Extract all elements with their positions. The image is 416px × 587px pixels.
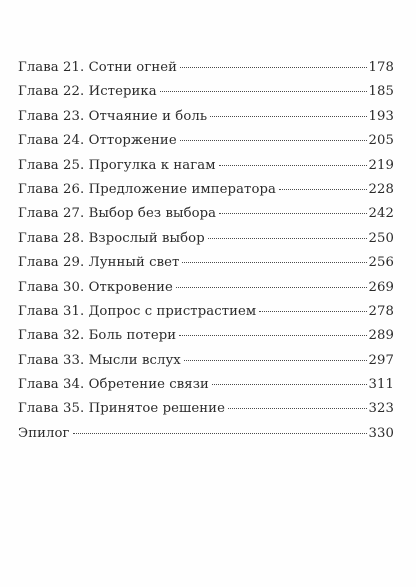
toc-entry-title: Эпилог: [18, 425, 70, 441]
toc-dot-leader: [279, 189, 367, 190]
toc-entry-page: 242: [368, 206, 394, 222]
toc-dot-leader: [228, 408, 367, 409]
toc-dot-leader: [160, 91, 367, 92]
toc-entry: [18, 255, 394, 279]
toc-entry-title: Глава 26. Предложение императора: [18, 181, 276, 197]
toc-entry-title: Глава 27. Выбор без выбора: [18, 206, 217, 222]
toc-entry: [18, 158, 394, 182]
toc-dot-leader: [212, 384, 367, 385]
toc-entry: [18, 280, 394, 304]
toc-dot-leader: [180, 67, 366, 68]
toc-dot-leader: [210, 116, 366, 117]
toc-entry-page: 256: [368, 255, 394, 271]
toc-dot-leader: [219, 213, 366, 214]
toc-entry-title: Глава 24. Отторжение: [18, 133, 177, 149]
toc-entry-title: Глава 23. Отчаяние и боль: [18, 108, 208, 124]
toc-entry-title: Глава 33. Мысли вслух: [18, 352, 181, 368]
toc-entry-title: Глава 28. Взрослый выбор: [18, 230, 205, 246]
toc-entry: [18, 353, 394, 377]
toc-entry-page: 289: [368, 328, 394, 344]
toc-entry: [18, 426, 394, 450]
toc-dot-leader: [73, 433, 367, 434]
toc-entry-page: 185: [368, 84, 394, 100]
toc-entry-title: Глава 25. Прогулка к нагам: [18, 157, 216, 173]
toc-entry: [18, 182, 394, 206]
toc-entry-title: Глава 30. Откровение: [18, 279, 173, 295]
toc-entry: [18, 206, 394, 230]
toc-dot-leader: [182, 262, 366, 263]
toc-entry-page: 297: [368, 352, 394, 368]
toc-dot-leader: [208, 238, 367, 239]
toc-entry: [18, 231, 394, 255]
toc-entry: [18, 377, 394, 401]
toc-dot-leader: [180, 140, 367, 141]
toc-dot-leader: [184, 360, 367, 361]
toc-entry-page: 278: [368, 303, 394, 319]
table-of-contents: [18, 60, 394, 450]
toc-entry-title: Глава 34. Обретение связи: [18, 377, 209, 393]
toc-entry-page: 219: [368, 157, 394, 173]
toc-entry: [18, 60, 394, 84]
toc-entry: [18, 401, 394, 425]
toc-entry-title: Глава 32. Боль потери: [18, 328, 177, 344]
toc-entry-title: Глава 35. Принятое решение: [18, 401, 225, 417]
toc-entry-title: Глава 21. Сотни огней: [18, 60, 178, 75]
toc-entry-page: 228: [368, 181, 394, 197]
toc-entry-page: 311: [368, 377, 394, 393]
toc-entry-title: Глава 29. Лунный свет: [18, 255, 180, 271]
toc-entry-page: 250: [368, 230, 394, 246]
toc-dot-leader: [219, 165, 367, 166]
toc-entry-title: Глава 31. Допрос с пристрастием: [18, 303, 257, 319]
toc-entry: [18, 109, 394, 133]
toc-dot-leader: [179, 335, 366, 336]
toc-entry-page: 330: [368, 425, 394, 441]
toc-entry: [18, 84, 394, 108]
toc-entry-page: 323: [368, 401, 394, 417]
toc-entry-page: 178: [368, 60, 394, 75]
toc-entry-page: 205: [368, 133, 394, 149]
toc-dot-leader: [176, 287, 367, 288]
toc-entry: [18, 133, 394, 157]
toc-entry-page: 193: [368, 108, 394, 124]
toc-entry: [18, 328, 394, 352]
toc-entry-title: Глава 22. Истерика: [18, 84, 157, 100]
toc-dot-leader: [259, 311, 366, 312]
toc-entry-page: 269: [368, 279, 394, 295]
toc-entry: [18, 304, 394, 328]
